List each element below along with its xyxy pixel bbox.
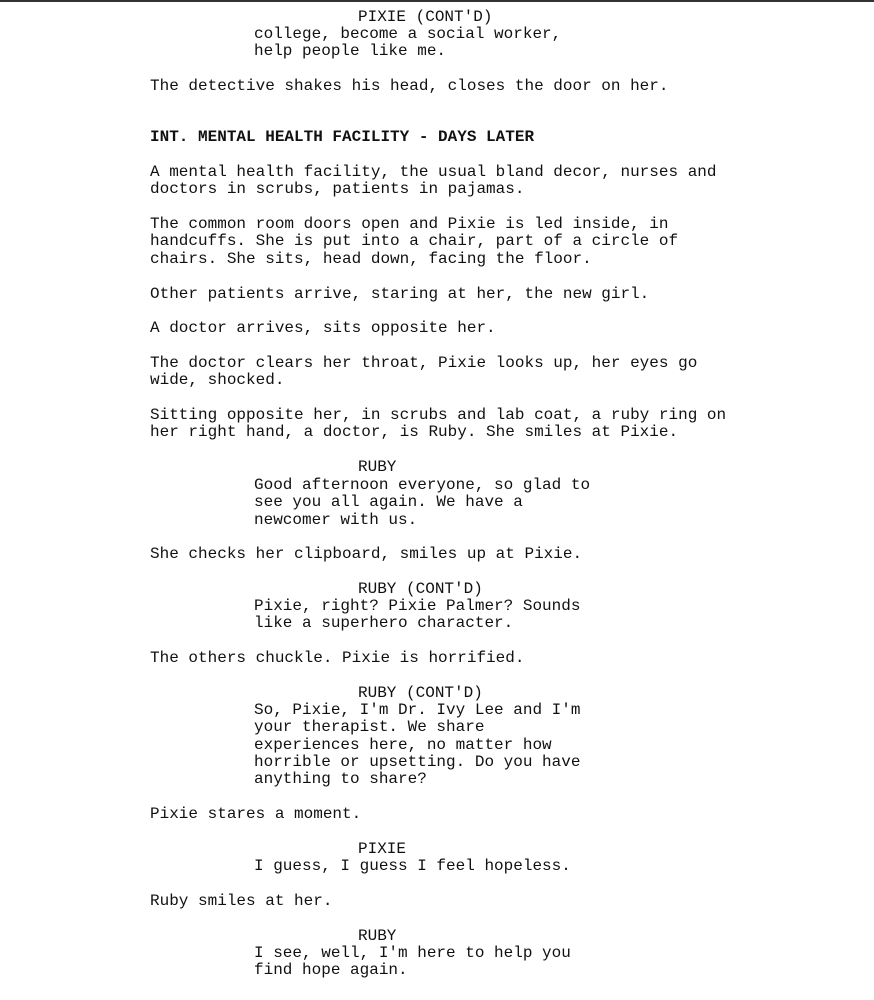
action-line: She checks her clipboard, smiles up at Pixie.: [150, 545, 583, 563]
action-paragraph: [150, 320, 496, 337]
character-cue: [358, 459, 396, 476]
dialogue-line: Pixie, right? Pixie Palmer? Sounds: [254, 597, 581, 615]
action-paragraph: [150, 286, 649, 303]
dialogue-line: I guess, I guess I feel hopeless.: [254, 857, 571, 875]
action-line: Pixie stares a moment.: [150, 805, 362, 823]
action-line: Ruby smiles at her.: [150, 892, 333, 910]
dialogue-block: [254, 945, 571, 980]
dialogue-line: experiences here, no matter how: [254, 735, 552, 754]
character-cue: [358, 9, 492, 26]
action-line: doctors in scrubs, patients in pajamas.: [150, 180, 525, 199]
dialogue-block: [254, 702, 580, 788]
dialogue-line: anything to share?: [254, 770, 427, 789]
dialogue-line: see you all again. We have a: [254, 493, 523, 512]
dialogue-line: college, become a social worker,: [254, 25, 562, 43]
action-line: Other patients arrive, staring at her, the new girl.: [150, 285, 650, 303]
action-line: The others chuckle. Pixie is horrified.: [150, 649, 525, 667]
character-cue: [358, 928, 396, 945]
action-paragraph: [150, 164, 717, 199]
action-line: Sitting opposite her, in scrubs and lab coat, a ruby ring on: [150, 406, 727, 424]
action-paragraph: [150, 806, 361, 823]
character-name: RUBY: [358, 458, 397, 476]
dialogue-line: like a superhero character.: [254, 614, 514, 633]
action-line: The common room doors open and Pixie is led inside, in: [150, 215, 669, 233]
action-line: wide, shocked.: [150, 371, 285, 390]
character-cue: [358, 841, 406, 858]
dialogue-line: I see, well, I'm here to help you: [254, 944, 571, 962]
character-name: RUBY (CONT'D): [358, 684, 483, 702]
action-line: A doctor arrives, sits opposite her.: [150, 319, 496, 337]
action-paragraph: [150, 546, 582, 563]
action-paragraph: [150, 78, 668, 95]
dialogue-line: Good afternoon everyone, so glad to: [254, 476, 591, 494]
dialogue-line: your therapist. We share: [254, 718, 485, 737]
dialogue-line: find hope again.: [254, 961, 408, 980]
action-paragraph: [150, 216, 678, 268]
action-line: chairs. She sits, head down, facing the floor.: [150, 249, 592, 268]
dialogue-block: [254, 598, 580, 633]
action-line: The detective shakes his head, closes the door on her.: [150, 77, 669, 95]
dialogue-block: [254, 26, 561, 61]
action-line: her right hand, a doctor, is Ruby. She smiles at Pixie.: [150, 423, 679, 442]
character-name: RUBY: [358, 927, 397, 945]
dialogue-line: So, Pixie, I'm Dr. Ivy Lee and I'm: [254, 701, 581, 719]
action-paragraph: [150, 650, 524, 667]
character-name: RUBY (CONT'D): [358, 580, 483, 598]
dialogue-line: newcomer with us.: [254, 510, 418, 529]
action-paragraph: [150, 407, 726, 442]
character-cue: [358, 581, 483, 598]
action-paragraph: [150, 893, 332, 910]
action-line: A mental health facility, the usual bland decor, nurses and: [150, 163, 717, 181]
dialogue-block: [254, 477, 590, 529]
action-line: The doctor clears her throat, Pixie looks up, her eyes go: [150, 354, 698, 372]
character-name: PIXIE: [358, 840, 407, 858]
dialogue-line: help people like me.: [254, 42, 447, 61]
scene-heading-text: INT. MENTAL HEALTH FACILITY - DAYS LATER: [150, 128, 535, 146]
dialogue-line: horrible or upsetting. Do you have: [254, 752, 581, 771]
dialogue-block: [254, 858, 571, 875]
character-name: PIXIE (CONT'D): [358, 8, 493, 26]
action-paragraph: [150, 355, 697, 390]
action-line: handcuffs. She is put into a chair, part of a circle of: [150, 232, 679, 251]
character-cue: [358, 685, 483, 702]
scene-heading: [150, 129, 534, 146]
